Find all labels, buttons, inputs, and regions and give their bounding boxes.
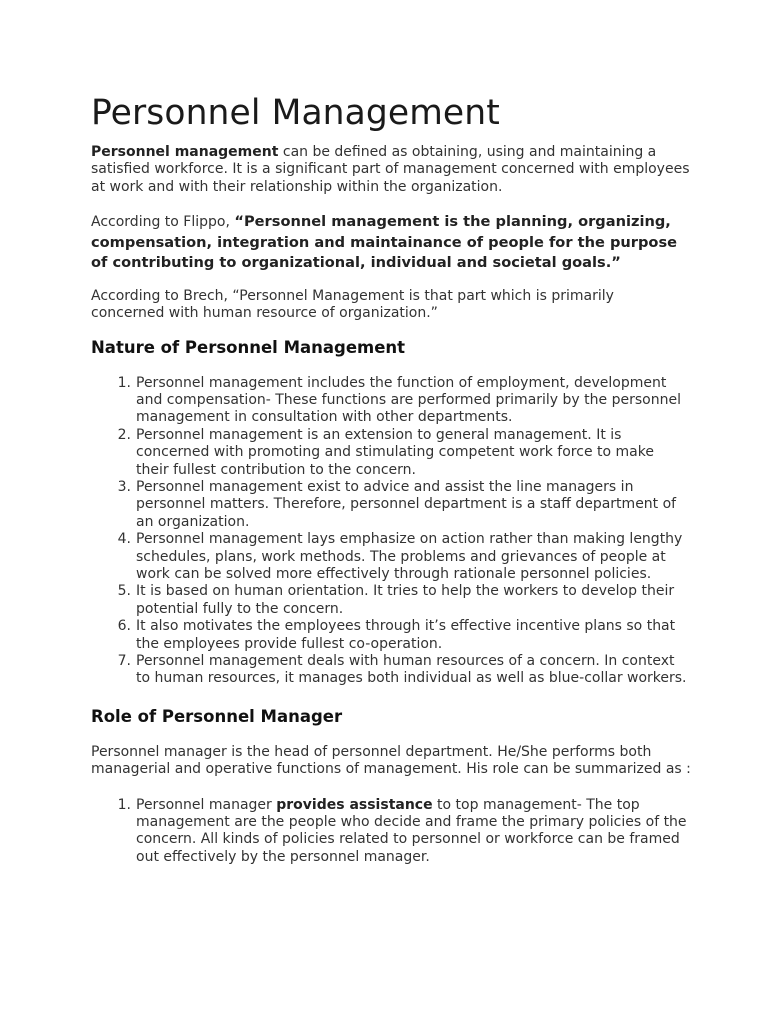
list-number: 7. [117, 653, 131, 670]
role-intro-paragraph: Personnel manager is the head of personnel department. He/She performs both managerial and operative functions of management. His role can be summarized as : [91, 743, 691, 778]
intro-text: can be defined as obtaining, using and maintaining a satisfied workforce. It is a significant part of management concerned with employees at work and with their relationship within the organization. [91, 144, 690, 195]
list-item [91, 375, 691, 427]
list-item [91, 427, 691, 479]
list-item-text: Personnel management is an extension to general management. It is concerned with promoting and stimulating competent work force to make their fullest contribution to the concern. [136, 426, 654, 478]
nature-heading: Nature of Personnel Management [91, 337, 406, 357]
list-item-text: Personnel management deals with human resources of a concern. In context to human resources, it manages both individual as well as blue-collar workers. [136, 653, 687, 687]
list-number: 6. [117, 618, 131, 635]
role-heading: Role of Personnel Manager [91, 706, 343, 726]
list-item-bold: provides assistance [276, 796, 433, 813]
list-item-text: Personnel management exist to advice and assist the line managers in personnel matters. Therefore, personnel department is a staff department of an organization. [136, 478, 677, 530]
list-number: 3. [117, 478, 131, 495]
list-item [91, 531, 691, 583]
list-number: 2. [117, 426, 131, 443]
list-item-text: It is based on human orientation. It tries to help the workers to develop their potential fully to the concern. [136, 583, 675, 617]
document-content [91, 90, 691, 866]
list-item-text-pre: Personnel manager [136, 796, 277, 813]
list-number: 5. [117, 583, 131, 600]
list-item [91, 479, 691, 531]
page-title: Personnel Management [91, 93, 500, 133]
list-item [91, 653, 691, 688]
list-number: 1. [117, 374, 131, 391]
intro-bold-term: Personnel management [91, 144, 279, 160]
list-item [91, 583, 691, 618]
list-number: 4. [117, 531, 131, 548]
list-item [91, 797, 691, 867]
list-item-text: Personnel management includes the function of employment, development and compensation- These functions are performed primarily by the personnel management in consultation with other departments. [136, 374, 681, 426]
list-number: 1. [117, 796, 131, 813]
role-list [91, 797, 691, 867]
flippo-paragraph [91, 212, 691, 274]
flippo-quote: “Personnel management is the planning, organizing, compensation, integration and maintainance of people for the purpose of contributing to organizational, individual and societal goals. [91, 213, 678, 272]
flippo-lead: According to Flippo, [91, 214, 235, 231]
list-item [91, 618, 691, 653]
flippo-quote-close: ” [611, 254, 621, 272]
list-item-text-post: to top management- The top management are the people who decide and frame the primary policies of the concern. All kinds of policies related to personnel or workforce can be framed out effectively by the personnel manager. [136, 796, 687, 865]
nature-list [91, 375, 691, 688]
list-item-text: It also motivates the employees through it’s effective incentive plans so that the employees provide fullest co-operation. [136, 618, 676, 652]
intro-paragraph [91, 144, 691, 196]
brech-paragraph: According to Brech, “Personnel Management is that part which is primarily concerned with human resource of organization.” [91, 287, 614, 322]
list-item-text: Personnel management lays emphasize on action rather than making lengthy schedules, plans, work methods. The problems and grievances of people at work can be solved more effectively through rationale personnel policies. [136, 531, 683, 582]
